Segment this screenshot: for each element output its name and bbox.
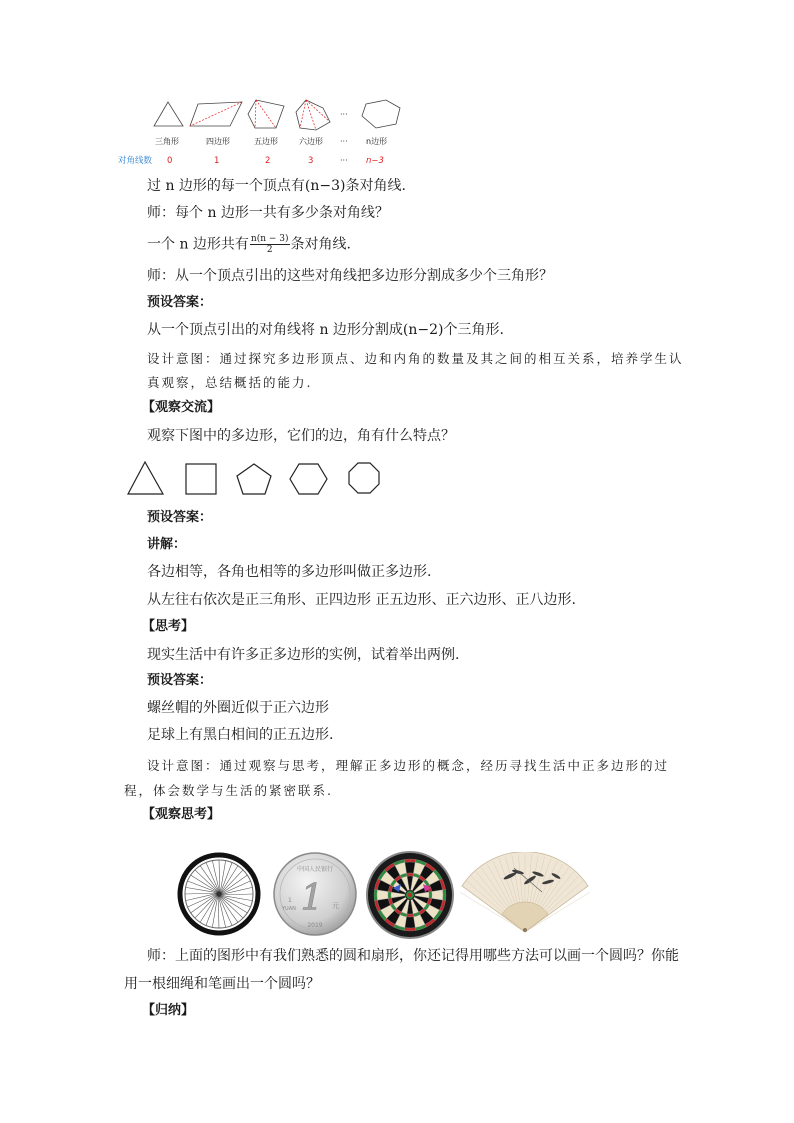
regular-hexagon: [290, 464, 327, 494]
label-hexagon: 六边形: [299, 137, 323, 146]
ellipsis-labels: ···: [340, 137, 348, 146]
total-diagonals-prefix: 一个 n 边形共有: [147, 236, 249, 253]
coin-yi: 1: [288, 897, 292, 904]
one-yuan-coin-image: [270, 850, 360, 938]
label-quadrilateral: 四边形: [206, 137, 230, 146]
paragraph-observe-question: 观察下图中的多边形，它们的边，角有什么特点？: [147, 428, 455, 444]
regular-pentagon: [237, 464, 271, 494]
diagonal-count-title: 对角线数: [118, 156, 153, 166]
count-pentagon: 2: [265, 156, 271, 166]
coin-yuan-en: YUAN: [282, 906, 296, 912]
heading-summary: 【归纳】: [142, 1003, 195, 1018]
teacher-question-total-diagonals: 师：每个 n 边形一共有多少条对角线？: [147, 205, 389, 221]
formula-numerator: n(n − 3): [250, 234, 289, 244]
label-pentagon: 五边形: [254, 137, 278, 146]
triangle-shape: [154, 102, 183, 126]
coin-year: 2019: [307, 922, 323, 929]
coin-unit: 元: [332, 902, 339, 910]
diagonal-formula-fraction: [250, 234, 290, 255]
design-intent-2-line-1: 设计意图：通过观察与思考，理解正多边形的概念，经历寻找生活中正多边形的过: [147, 758, 670, 773]
ellipsis-top: ···: [340, 110, 348, 119]
count-triangle: 0: [167, 156, 173, 166]
heading-preset-answer-3: 预设答案：: [147, 673, 213, 688]
regular-triangle: [128, 462, 163, 494]
label-triangle: 三角形: [155, 137, 179, 146]
regular-octagon: [349, 463, 379, 493]
design-intent-1-line-2: 真观察，总结概括的能力.: [147, 375, 313, 390]
design-intent-2-line-2: 程，体会数学与生活的紧密联系.: [124, 783, 333, 798]
heading-observe-think: 【观察思考】: [142, 807, 221, 822]
paragraph-diagonals-per-vertex: 过 n 边形的每一个顶点有(n−3)条对角线.: [147, 178, 406, 194]
n-gon-shape: [362, 100, 400, 128]
heading-preset-answer-1: 预设答案：: [147, 295, 213, 310]
paragraph-think-question: 现实生活中有许多正多边形的实例，试着举出两例.: [147, 647, 460, 663]
count-n-gon: n−3: [366, 156, 384, 166]
ellipsis-counts: ···: [340, 156, 348, 165]
hexagon-shape: [296, 100, 330, 130]
teacher-question-circle-line-2: 用一根细绳和笔画出一个圆吗？: [124, 976, 320, 992]
coin-bank-text: 中国人民银行: [296, 866, 334, 873]
paragraph-regular-polygon-names: 从左往右依次是正三角形、正四边形 正五边形、正六边形、正八边形.: [147, 592, 576, 608]
paragraph-football-example: 足球上有黑白相间的正五边形.: [147, 727, 334, 743]
heading-explanation: 讲解：: [147, 537, 187, 552]
formula-denominator: 2: [266, 245, 273, 255]
dartboard-image: [365, 850, 455, 940]
heading-observe-exchange: 【观察交流】: [142, 400, 221, 415]
folding-fan-image: [460, 852, 590, 934]
polygon-diagonal-figure: [118, 96, 418, 170]
design-intent-1-line-1: 设计意图：通过探究多边形顶点、边和内角的数量及其之间的相互关系，培养学生认: [147, 351, 684, 366]
pentagon-diagonal: [256, 100, 276, 128]
heading-preset-answer-2: 预设答案：: [147, 510, 213, 525]
coin-value: 1: [300, 878, 324, 919]
teacher-question-circle-line-1: 师：上面的图形中有我们熟悉的圆和扇形，你还记得用哪些方法可以画一个圆吗？你能: [147, 948, 679, 964]
count-quadrilateral: 1: [214, 156, 220, 166]
paragraph-triangles-answer: 从一个顶点引出的对角线将 n 边形分割成(n−2)个三角形.: [147, 322, 504, 338]
count-hexagon: 3: [308, 156, 314, 166]
teacher-question-triangles: 师：从一个顶点引出的这些对角线把多边形分割成多少个三角形？: [147, 268, 553, 284]
regular-polygons-figure: [122, 456, 400, 502]
total-diagonals-suffix: 条对角线.: [290, 236, 351, 253]
label-n-gon: n边形: [366, 137, 388, 146]
bicycle-wheel-image: [173, 852, 265, 936]
heading-think: 【思考】: [142, 619, 195, 634]
paragraph-regular-polygon-definition: 各边相等，各角也相等的多边形叫做正多边形.: [147, 564, 432, 580]
pentagon-shape: [248, 100, 284, 128]
paragraph-total-diagonals: [147, 234, 351, 255]
regular-square: [186, 464, 216, 494]
hexagon-diagonal: [306, 100, 316, 130]
paragraph-nut-example: 螺丝帽的外圈近似于正六边形: [147, 700, 329, 716]
pentagon-diagonal: [255, 100, 256, 128]
